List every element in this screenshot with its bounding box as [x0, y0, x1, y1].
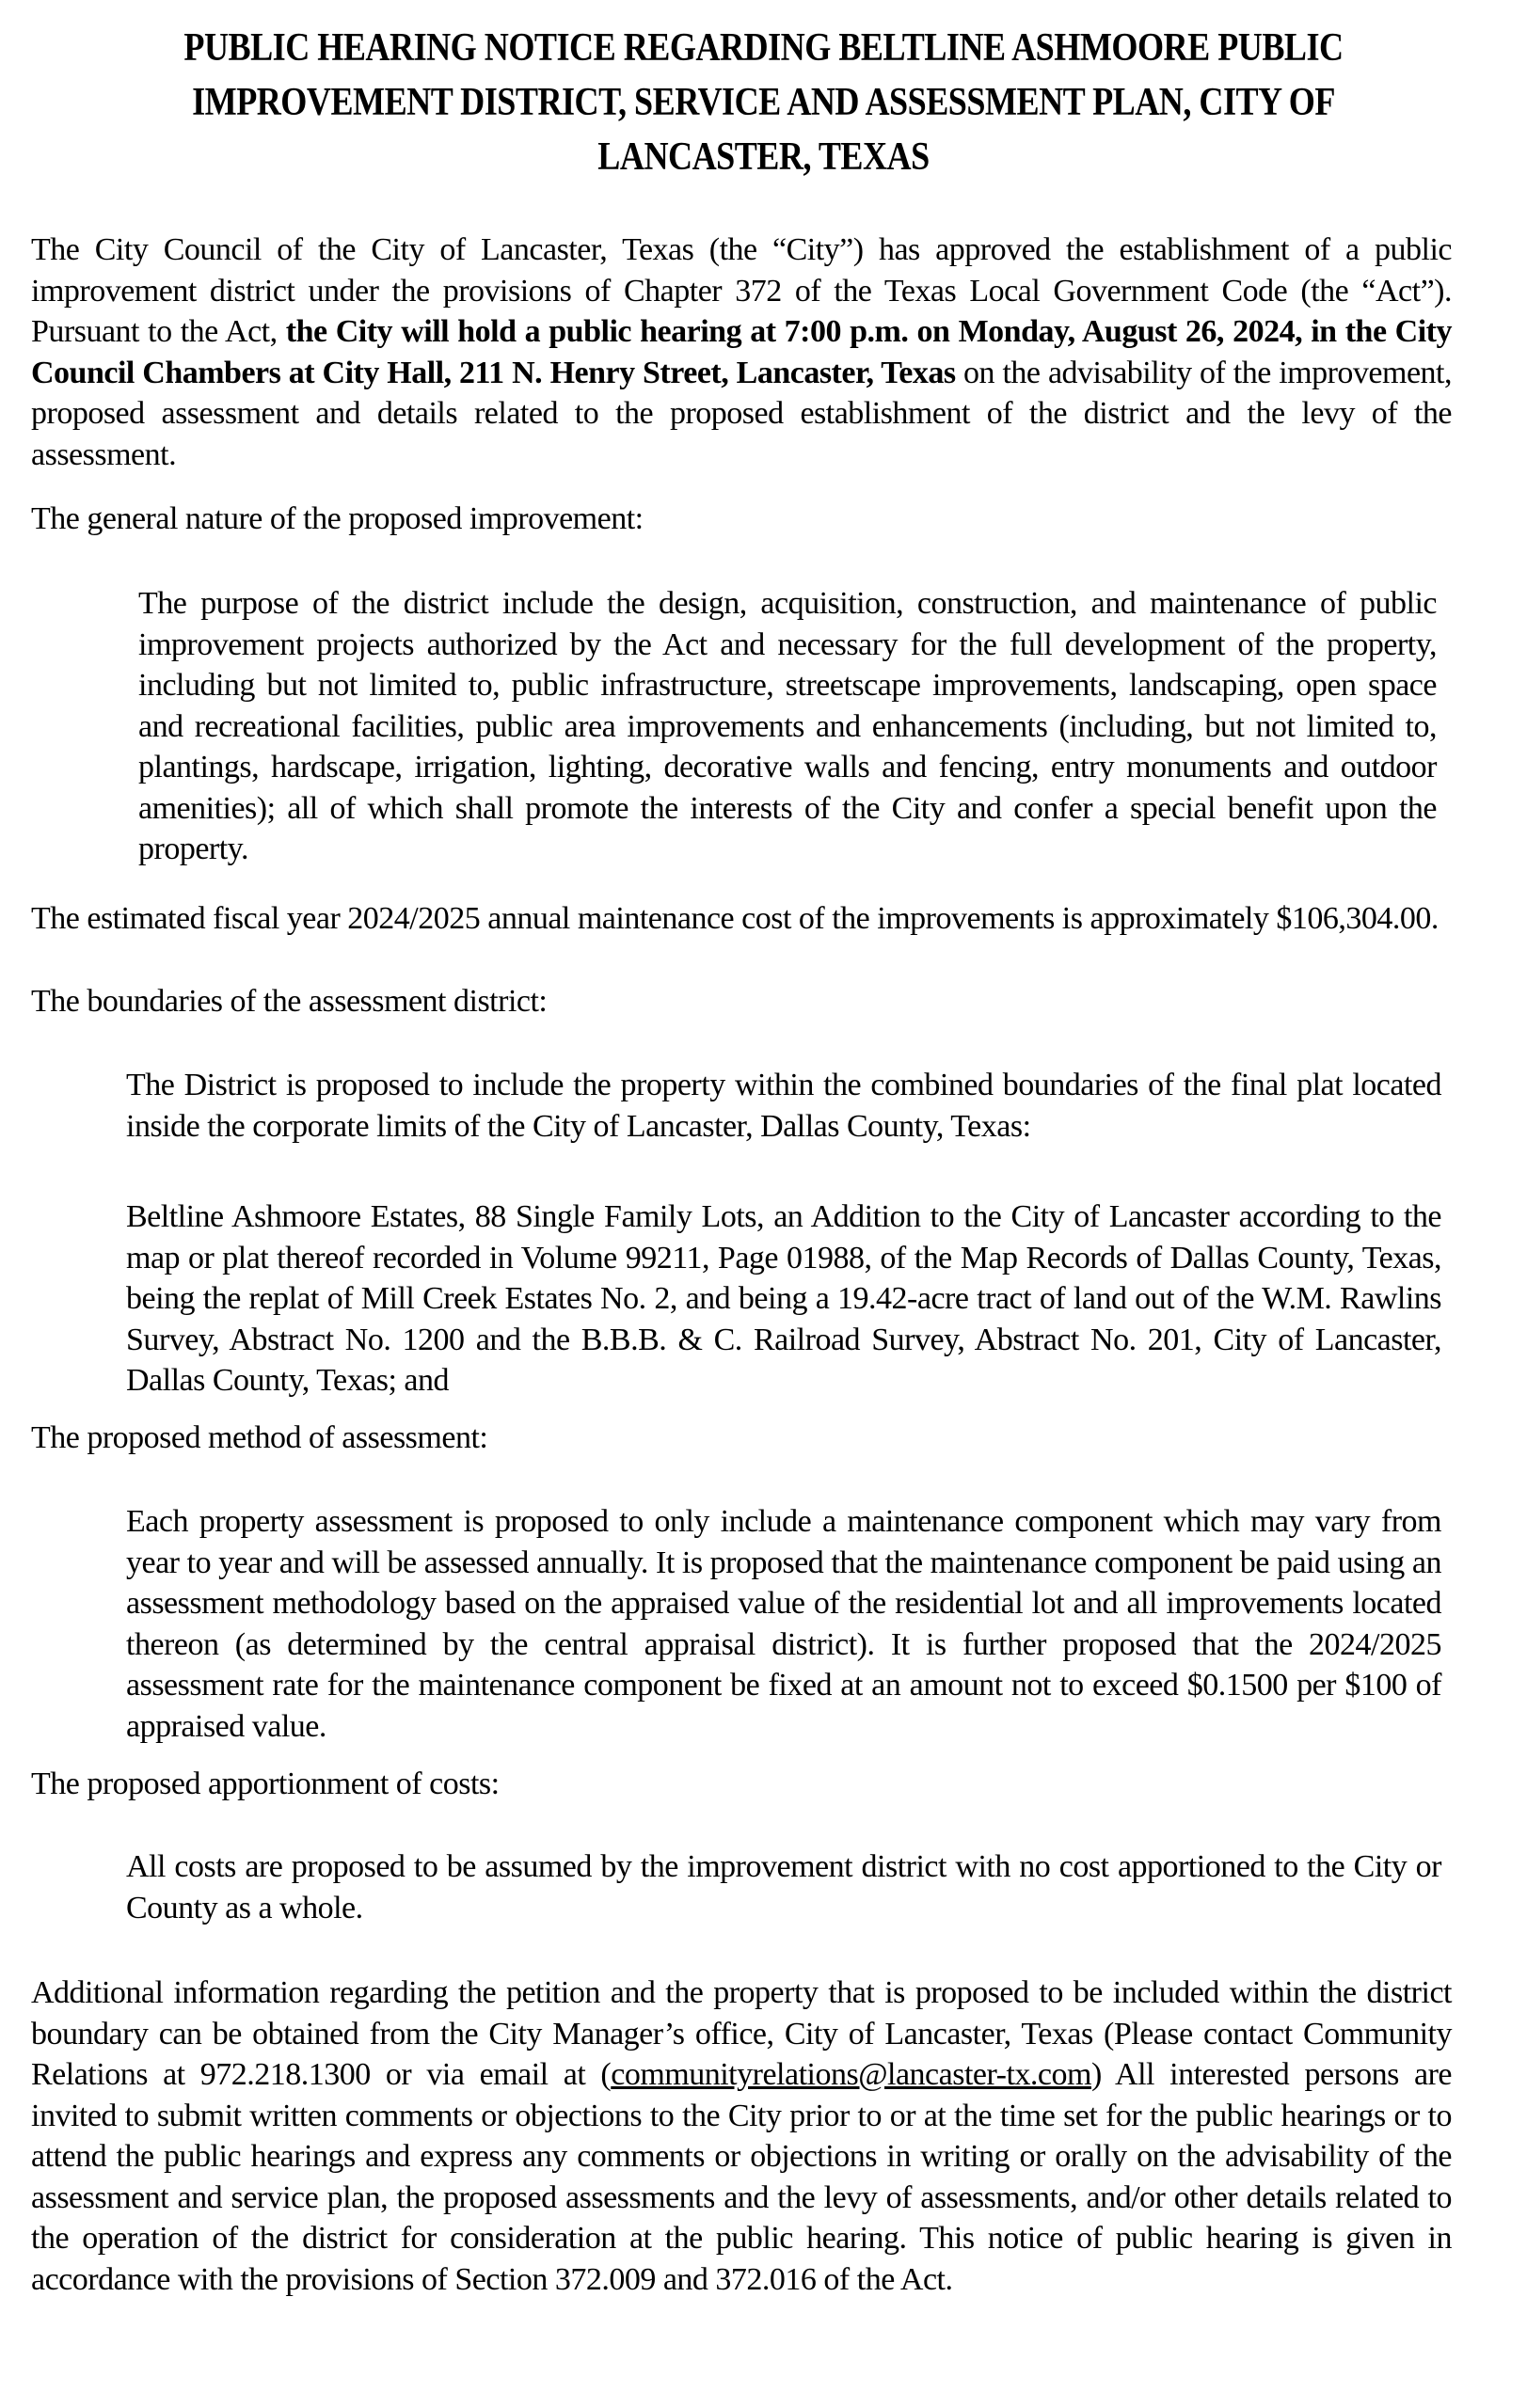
nature-paragraph: The purpose of the district include the design, acquisition, construction, and maintenance of public improvement projects authorized by the Act and necessary for the full development of the property, including but not limited to, public infrastructure, streetscape improvements, landscaping, open space and recreational facilities, public area improvements and enhancements (including, but not limited to, plantings, hardscape, irrigation, lighting, decorative walls and fencing, entry monuments and outdoor amenities); all of which shall promote the interests of the City and confer a special benefit upon the property.	[138, 586, 1437, 866]
notice-title: PUBLIC HEARING NOTICE REGARDING BELTLINE ASHMOORE PUBLIC IMPROVEMENT DISTRICT, SERVICE AND ASSESSMENT PLAN, CITY OF LANCASTER, TEXAS	[183, 26, 1344, 179]
boundaries-paragraph-2: Beltline Ashmoore Estates, 88 Single Family Lots, an Addition to the City of Lancaster according to the map or plat thereof recorded in Volume 99211, Page 01988, of the Map Records of Dallas County, Texas, being the replat of Mill Creek Estates No. 2, and being a 19.42-acre tract of land out of the W.M. Rawlins Survey, Abstract No. 1200 and the B.B.B. & C. Railroad Survey, Abstract No. 201, City of Lancaster, Dallas County, Texas; and	[126, 1199, 1441, 1398]
method-heading: The proposed method of assessment:	[31, 1420, 488, 1455]
method-paragraph: Each property assessment is proposed to only include a maintenance component which may vary from year to year and will be assessed annually. It is proposed that the maintenance component be paid using an assessment methodology based on the appraised value of the residential lot and all improvements located thereon (as determined by the central appraisal district). It is further proposed that the 2024/2025 assessment rate for the maintenance component be fixed at an amount not to exceed $0.1500 per $100 of appraised value.	[126, 1504, 1441, 1744]
intro-text-2: on the advisability of the improvement, proposed assessment and details related to the proposed establishment of the district and the levy of the assessment.	[31, 355, 1452, 472]
intro-text-1: The City Council of the City of Lancaster, Texas (the “City”) has approved the establishment of a public improvement district under the provisions of Chapter 372 of the Texas Local Government Code (the “Act”). Pursuant to the Act,	[31, 232, 1452, 349]
additional-info-paragraph	[31, 1972, 1452, 2300]
boundaries-heading: The boundaries of the assessment district:	[31, 984, 548, 1019]
nature-heading: The general nature of the proposed improvement:	[31, 501, 644, 536]
additional-text-2: ) All interested persons are invited to submit written comments or objections to the City prior to or at the time set for the public hearings or to attend the public hearings and express any comments or objections in writing or orally on the advisability of the assessment and service plan, the proposed assessments and the levy of assessments, and/or other details related to the operation of the district for consideration at the public hearing. This notice of public hearing is given in accordance with the provisions of Section 372.009 and 372.016 of the Act.	[31, 2057, 1452, 2297]
hearing-details: the City will hold a public hearing at 7:00 p.m. on Monday, August 26, 2024, in the City Council Chambers at City Hall, 211 N. Henry Street, Lancaster, Texas	[31, 314, 1452, 390]
additional-text-1: Additional information regarding the petition and the property that is proposed to be included within the district boundary can be obtained from the City Manager’s office, City of Lancaster, Texas (Please contact Community Relations at 972.218.1300 or via email at (	[31, 1975, 1452, 2092]
boundaries-paragraph-1: The District is proposed to include the property within the combined boundaries of the final plat located inside the corporate limits of the City of Lancaster, Dallas County, Texas:	[126, 1068, 1441, 1144]
apportionment-paragraph: All costs are proposed to be assumed by the improvement district with no cost apportioned to the City or County as a whole.	[126, 1849, 1441, 1925]
intro-paragraph	[31, 230, 1452, 475]
apportionment-heading: The proposed apportionment of costs:	[31, 1766, 500, 1801]
cost-estimate-paragraph: The estimated fiscal year 2024/2025 annual maintenance cost of the improvements is approximately $106,304.00.	[31, 901, 1439, 936]
email-link[interactable]: communityrelations@lancaster-tx.com	[611, 2057, 1091, 2092]
